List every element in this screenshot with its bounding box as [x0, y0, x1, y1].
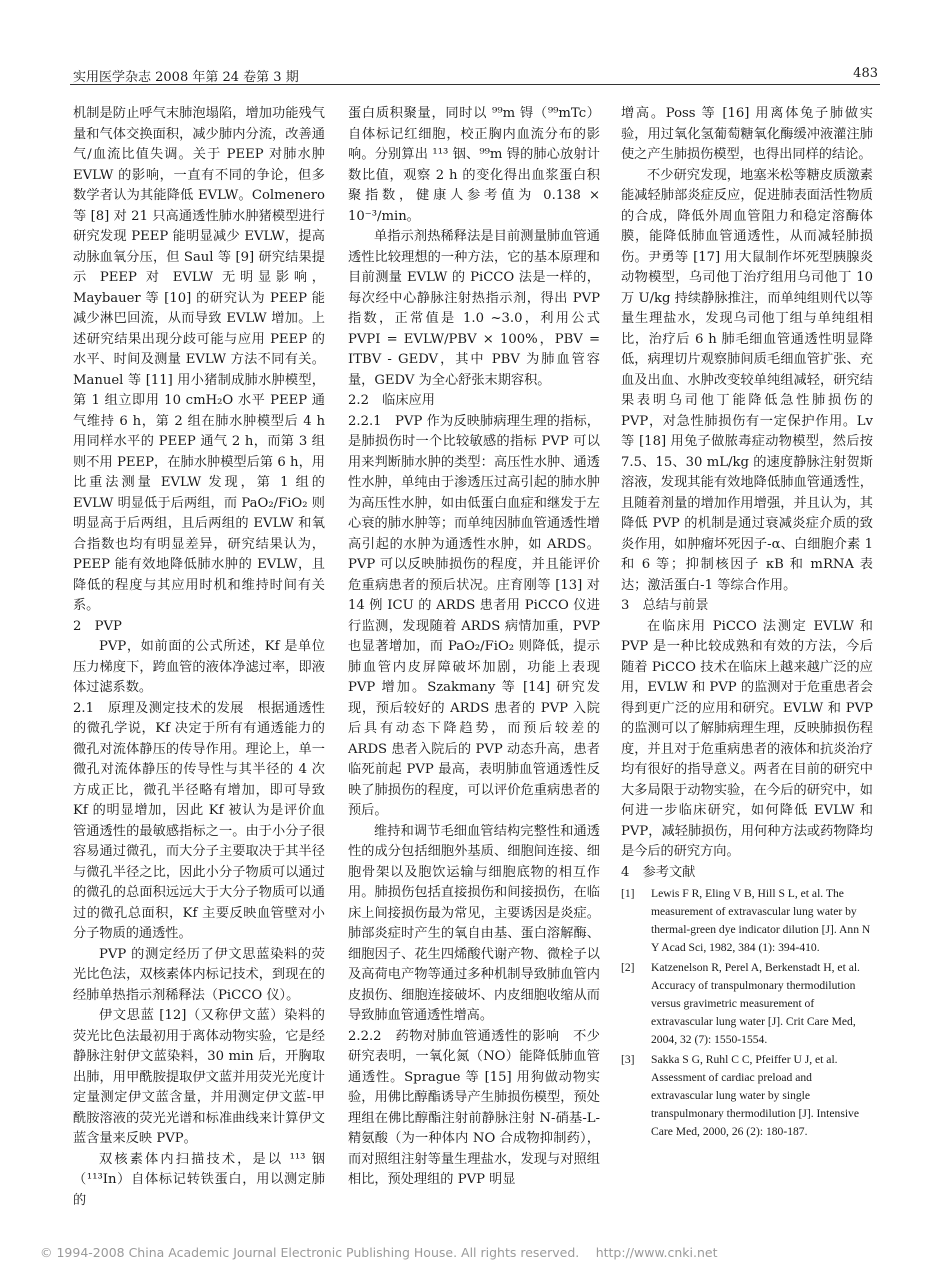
- page-number: 483: [853, 66, 878, 81]
- reference-item: [621, 959, 873, 1049]
- subsection-heading: 2.2.1 PVP 作为反映肺病理生理的指标，: [348, 413, 600, 429]
- section-heading-references: 4 参考文献: [621, 864, 696, 880]
- paragraph: [348, 412, 600, 822]
- paragraph: 蛋白质积聚量，同时以 ⁹⁹m 锝（⁹⁹mTc）自体标记红细胞，校正胸内血流分布的影响。分别算出 ¹¹³ 铟、⁹⁹m 锝的肺心放射计数比值，观察 2 h 的变化得出血浆蛋白积聚指数，健康人参考值为 0.138 × 10⁻³/min。: [348, 106, 600, 224]
- paragraph: 双核素体内扫描技术，是以 ¹¹³ 铟（¹¹³In）自体标记转铁蛋白，用以测定肺的: [73, 1151, 325, 1208]
- subsection-heading: 2.1 原理及测定技术的发展: [73, 700, 244, 716]
- paragraph: [73, 699, 325, 945]
- column-3: [621, 104, 873, 1143]
- reference-text: Lewis F R, Eling V B, Hill S L, et al. The measurement of extravascular lung water by thermal-green dye indicator dilution [J]. Ann N Y Acad Sci, 1982, 384 (1): 394-410.: [651, 887, 871, 954]
- reference-item: [621, 885, 873, 957]
- paragraph: PVP，如前面的公式所述，Kf 是单位压力梯度下，跨血管的液体净滤过率，即液体过滤系数。: [73, 639, 325, 695]
- reference-number: [2]: [621, 961, 635, 974]
- subsection-heading-clinical: 2.2 临床应用: [348, 393, 435, 408]
- paragraph-text: 不少研究表明，一氧化氮（NO）能降低肺血管通透性。Sprague 等 [15] 用狗做动物实验，用佛比醇酯诱导产生肺损伤模型，预处理组在佛比醇酯注射前静脉注射 N-硝基-L-精氨酸（为一种体内 NO 合成物抑制药），而对照组注射等量生理盐水，发现与对照组相比，预处理组的 PVP 明显: [348, 1028, 600, 1187]
- section-heading-summary: 3 总结与前景: [621, 598, 709, 613]
- journal-header: 实用医学杂志 2008 年第 24 卷第 3 期: [73, 70, 299, 85]
- reference-number: [3]: [621, 1053, 635, 1066]
- paragraph: 机制是防止呼气末肺泡塌陷，增加功能残气量和气体交换面积，减少肺内分流，改善通气/血流比值失调。关于 PEEP 对肺水肿 EVLW 的影响，一直有不同的争论，但多数学者认为其能降低 EVLW。Colmenero 等 [8] 对 21 只高通透性肺水肿猪模型进行研究发现 PEEP 能明显减少 EVLW，提高动脉血氧分压，但 Saul 等 [9] 研究结果提示 PEEP 对 EVLW 无明显影响，Maybauer 等 [10] 的研究认为 PEEP 能减少淋巴回流，从而导致 EVLW 增加。上述研究结果出现分歧可能与应用 PEEP 的水平、时间及测量 EVLW 方法不同有关。Manuel 等 [11] 用小猪制成肺水肿模型，第 1 组立即用 10 cmH₂O 水平 PEEP 通气维持 6 h，第 2 组在肺水肿模型后 4 h 用同样水平的 PEEP 通气 2 h，而第 3 组则不用 PEEP，在肺水肿模型后第 6 h，用比重法测量 EVLW 发现，第 1 组的 EVLW 明显低于后两组，而 PaO₂/FiO₂ 则明显高于后两组，且后两组的 EVLW 和氧合指数也均有明显差异，研究结果认为，PEEP 能有效地降低肺水肿的 EVLW，且降低的程度与其应用时机和维持时间有关系。: [73, 106, 325, 613]
- reference-text: Katzenelson R, Perel A, Berkenstadt H, et al. Accuracy of transpulmonary thermodilution versus gravimetric measurement of extravascular lung water [J]. Crit Care Med, 2004, 32 (7): 1550-1554.: [651, 961, 860, 1046]
- header-rule: [70, 84, 880, 85]
- paragraph: 增高。Poss 等 [16] 用离体兔子肺做实验，用过氧化氢葡萄糖氧化酶缓冲液灌注肺使之产生肺损伤模型，也得出同样的结论。: [621, 106, 873, 162]
- paragraph: 伊文思蓝 [12]（又称伊文蓝）染料的荧光比色法最初用于离体动物实验，它是经静脉注射伊文蓝染料，30 min 后，开胸取出肺，用甲酰胺提取伊文蓝并用荧光光度计定量测定伊文蓝含量，并用测定伊文蓝-甲酰胺溶液的荧光光谱和标准曲线来计算伊文蓝含量来反映 PVP。: [73, 1008, 325, 1146]
- paragraph: [348, 1027, 600, 1191]
- paragraph: PVP 的测定经历了伊文思蓝染料的荧光比色法，双核素体内标记技术，到现在的经肺单热指示剂稀释法（PiCCO 仪）。: [73, 946, 325, 1003]
- section-heading-pvp: 2 PVP: [73, 618, 122, 634]
- subsection-heading: 2.2.2 药物对肺血管通透性的影响: [348, 1028, 560, 1044]
- reference-text: Sakka S G, Ruhl C C, Pfeiffer U J, et al. Assessment of cardiac preload and extravascular lung water by single transpulmonary thermodilution [J]. Intensive Care Med, 2000, 26 (2): 180-187.: [651, 1053, 860, 1138]
- paragraph: 不少研究发现，地塞米松等糖皮质激素能减轻肺部炎症反应，促进肺表面活性物质的合成，降低外周血管阻力和稳定溶酶体膜，能降低肺血管通透性，从而减轻肺损伤。尹勇等 [17] 用大鼠制作坏死型胰腺炎动物模型，乌司他丁治疗组用乌司他丁 10 万 U/kg 持续静脉推注，而单纯组则代以等量生理盐水，发现乌司他丁组与单纯组相比，治疗后 6 h 肺毛细血管通透性明显降低，病理切片观察肺间质毛细血管扩张、充血及出血、水肿改变较单纯组减轻，研究结果表明乌司他丁能降低急性肺损伤的 PVP，对急性肺损伤有一定保护作用。Lv 等 [18] 用兔子做脓毒症动物模型，然后按 7.5、15、30 mL/kg 的速度静脉注射贺斯溶液，发现其能有效地降低肺血管通透性，且随着剂量的增加作用增强，并且认为，其降低 PVP 的机制是通过衰减炎症介质的致炎作用，如肿瘤坏死因子-α、白细胞介素 1 和 6 等；抑制核因子 κB 和 mRNA 表达；激活蛋白-1 等综合作用。: [621, 167, 873, 593]
- paragraph: 在临床用 PiCCO 法测定 EVLW 和 PVP 是一种比较成熟和有效的方法，今后随着 PiCCO 技术在临床上越来越广泛的应用，EVLW 和 PVP 的监测对于危重患者会得到更广泛的应用和研究。EVLW 和 PVP 的监测可以了解肺病理生理，反映肺损伤程度，并且对于危重病患者的液体和抗炎治疗均有很好的指导意义。两者在目前的研究中大多局限于动物实验，在今后的研究中，如何进一步临床研究，如何降低 EVLW 和 PVP，减轻肺损伤，用何种方法或药物降均是今后的研究方向。: [621, 618, 873, 859]
- reference-item: [621, 1051, 873, 1141]
- copyright-footer: © 1994-2008 China Academic Journal Electronic Publishing House. All rights reserved. http://www.cnki.net: [40, 1245, 718, 1260]
- paragraph: 单指示剂热稀释法是目前测量肺血管通透性比较理想的一种方法，它的基本原理和目前测量 EVLW 的 PiCCO 法是一样的，每次经中心静脉注射热指示剂，得出 PVP 指数，正常值是 1.0 ~3.0，利用公式 PVPI = EVLW/PBV × 100%，PBV = ITBV - GEDV，其中 PBV 为肺血管容量，GEDV 为全心舒张末期容积。: [348, 229, 600, 388]
- paragraph-text: 根据通透性的微孔学说，Kf 决定于所有有通透能力的微孔对流体静压的传导作用。理论上，单一微孔对流体静压的传导性与其半径的 4 次方成正比，微孔半径略有增加，即可导致 Kf 的明显增加，因此 Kf 被认为是评价血管通透性的最敏感指标之一。由于小分子很容易通过微孔，而大分子主要取决于其半径与微孔半径之比，因此小分子物质可以通过的微孔的总面积远远大于大分子物质可以通过的微孔总面积，Kf 主要反映血管壁对小分子物质的通透性。: [73, 700, 325, 941]
- paragraph: 维持和调节毛细血管结构完整性和通透性的成分包括细胞外基质、细胞间连接、细胞骨架以及胞饮运输与细胞底物的相互作用。肺损伤包括直接损伤和间接损伤，在临床上间接损伤最为常见，主要诱因是炎症。肺部炎症时产生的氧自由基、蛋白溶解酶、细胞因子、花生四烯酸代谢产物、微栓子以及高荷电产物等通过多种机制导致肺血管内皮损伤、细胞连接破坏、内皮细胞收缩从而导致肺血管通透性增高。: [348, 823, 600, 1023]
- paragraph-text: 是肺损伤时一个比较敏感的指标 PVP 可以用来判断肺水肿的类型：高压性水肿、通透性水肿，单纯由于渗透压过高引起的肺水肿为高压性水肿，如由低蛋白血症和继发于左心衰的肺水肿等；而单纯因肺血管通透性增高引起的水肿为通透性水肿，如 ARDS。PVP 可以反映肺损伤的程度，并且能评价危重病患者的预后状况。庄育刚等 [13] 对 14 例 ICU 的 ARDS 患者用 PiCCO 仪进行监测，发现随着 ARDS 病情加重，PVP 也显著增加，而 PaO₂/FiO₂ 则降低，提示肺血管内皮屏障破坏加剧，功能上表现 PVP 增加。Szakmany 等 [14] 研究发现，预后较好的 ARDS 患者的 PVP 入院后具有动态下降趋势，而预后较差的 ARDS 患者入院后的 PVP 动态升高，患者临死前起 PVP 最高，表明肺血管通透性反映了肺损伤的程度，可以评价危重病患者的预后。: [348, 434, 600, 818]
- reference-number: [1]: [621, 887, 635, 900]
- column-1: [73, 104, 325, 1211]
- column-2: [348, 104, 600, 1191]
